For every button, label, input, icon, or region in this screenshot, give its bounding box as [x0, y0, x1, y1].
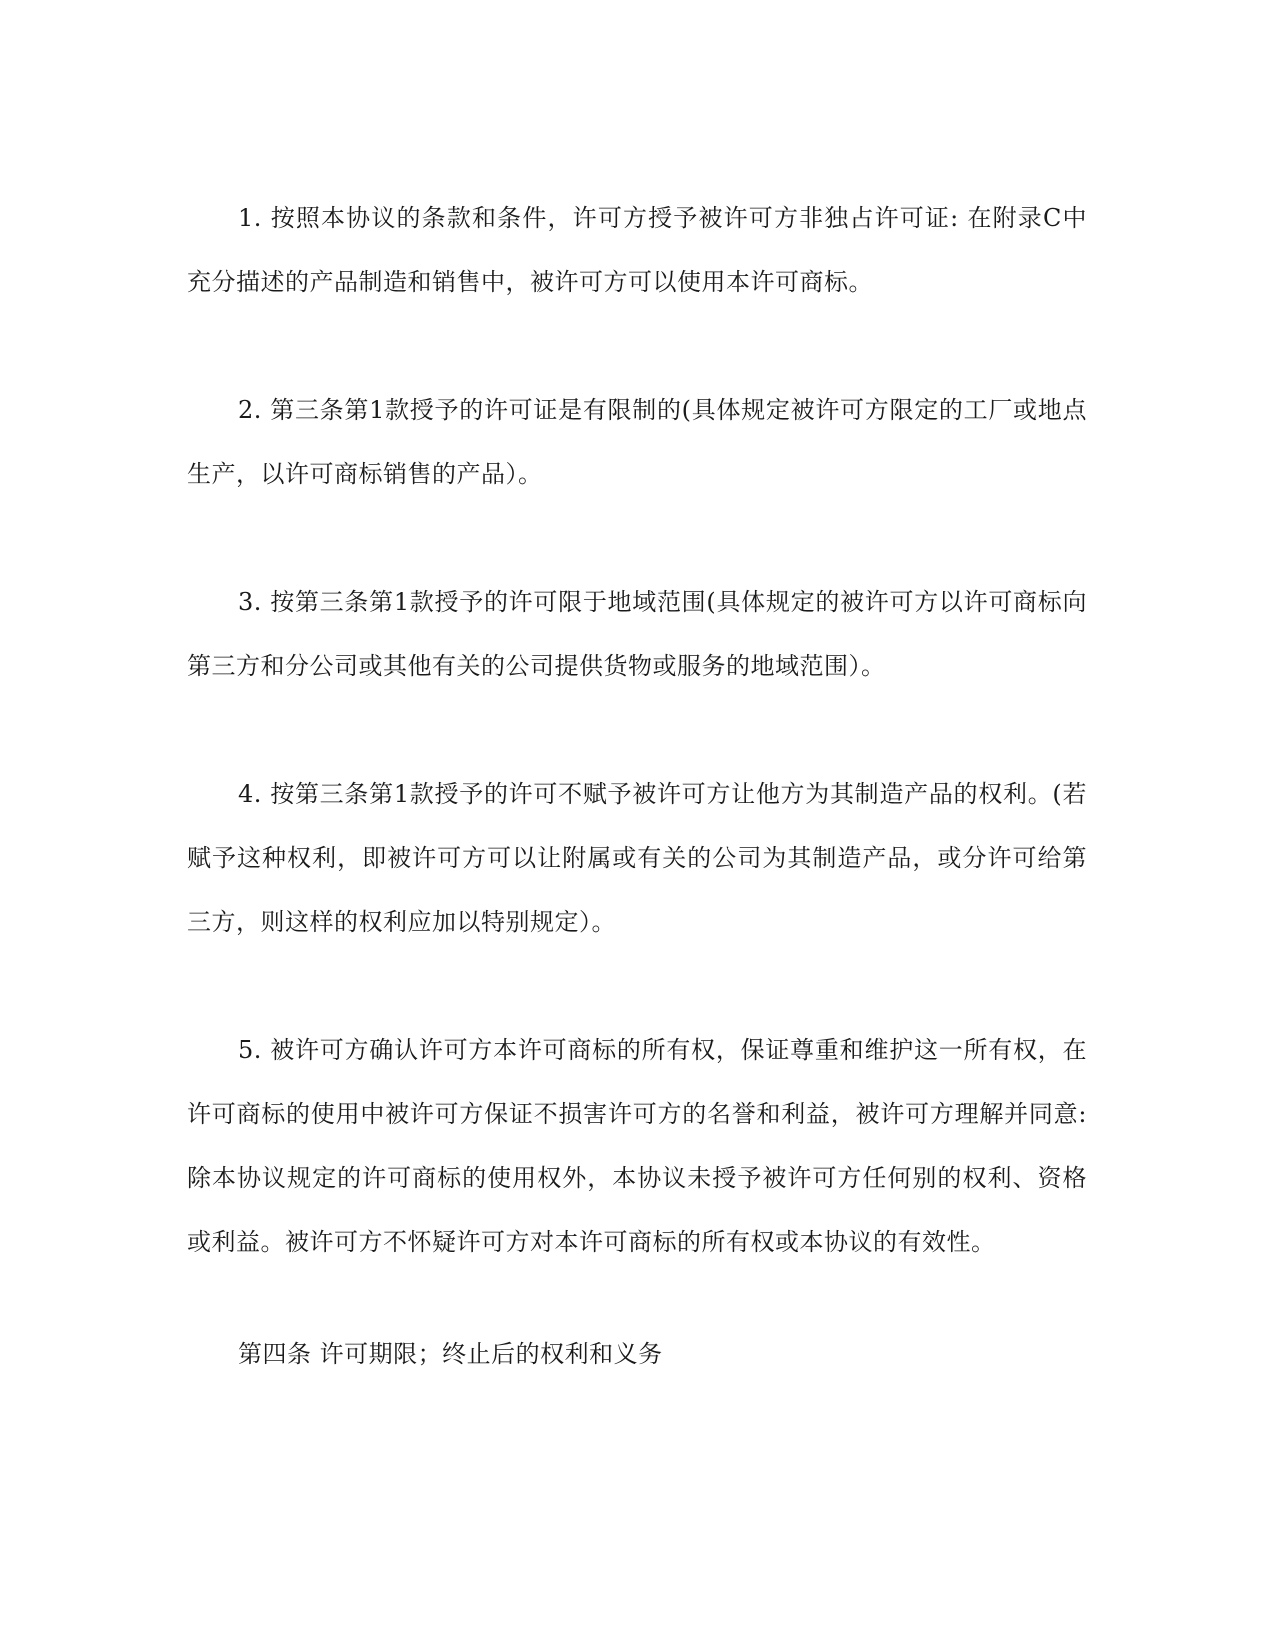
paragraph-clause-5: 5. 被许可方确认许可方本许可商标的所有权，保证尊重和维护这一所有权，在许可商标的使用中被许可方保证不损害许可方的名誉和利益，被许可方理解并同意: 除本协议规定的许可商标的使用权外，本协议未授予被许可方任何别的权利、资格或利益。被许可方不怀疑许可方对本许可商标的所有权或本协议的有效性。: [187, 1036, 1087, 1256]
paragraph-clause-2: 2. 第三条第1款授予的许可证是有限制的(具体规定被许可方限定的工厂或地点生产，以许可商标销售的产品）。: [187, 396, 1087, 488]
paragraph-clause-3: 3. 按第三条第1款授予的许可限于地域范围(具体规定的被许可方以许可商标向第三方和分公司或其他有关的公司提供货物或服务的地域范围）。: [187, 588, 1087, 680]
paragraph-clause-1: 1. 按照本协议的条款和条件，许可方授予被许可方非独占许可证: 在附录C中充分描述的产品制造和销售中，被许可方可以使用本许可商标。: [187, 204, 1087, 296]
paragraph-clause-4: 4. 按第三条第1款授予的许可不赋予被许可方让他方为其制造产品的权利。(若赋予这种权利，即被许可方可以让附属或有关的公司为其制造产品，或分许可给第三方，则这样的权利应加以特别规定）。: [187, 780, 1087, 936]
article-heading: 第四条 许可期限；终止后的权利和义务: [238, 1340, 663, 1368]
